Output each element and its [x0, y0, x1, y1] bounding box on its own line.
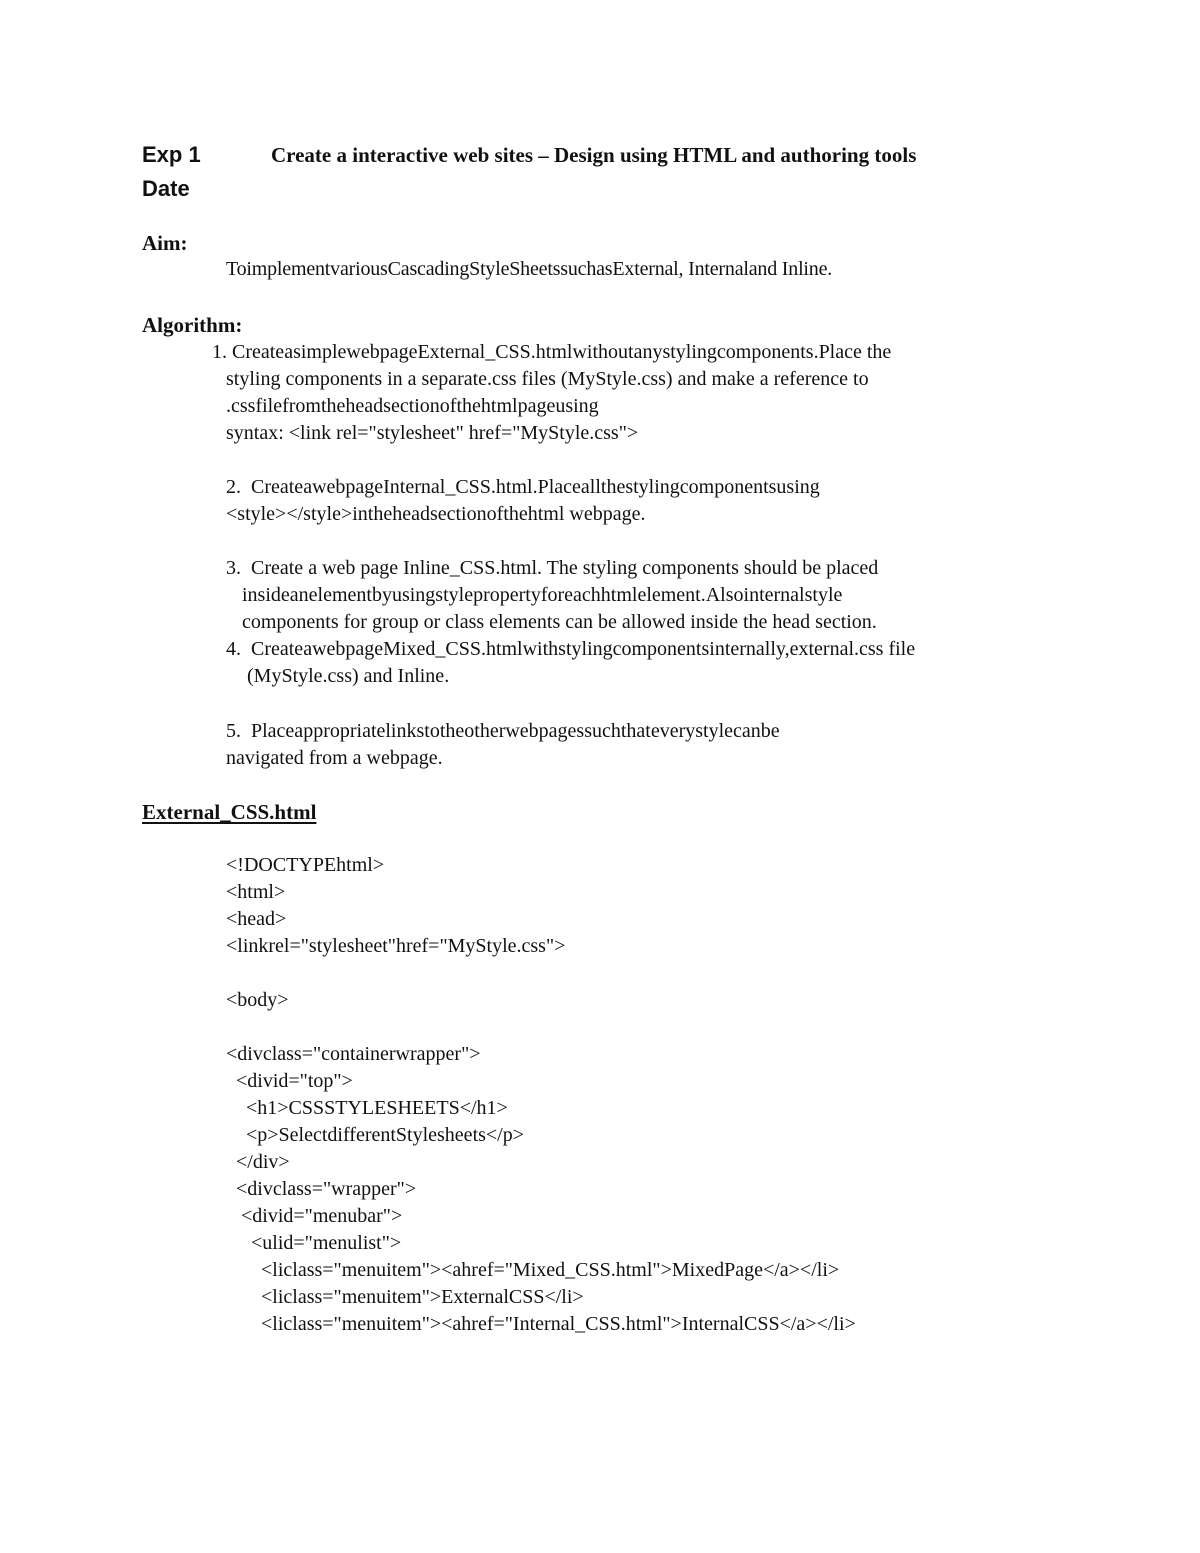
code-line: <liclass="menuitem"><ahref="Internal_CSS.html">InternalCSS</a></li>	[226, 1313, 856, 1335]
algorithm-step-1	[212, 339, 891, 447]
experiment-label: Exp 1	[142, 142, 201, 167]
code-line: <html>	[226, 881, 286, 903]
code-line	[226, 1014, 856, 1041]
step-5-line: navigated from a webpage.	[226, 747, 443, 769]
code-line: <ulid="menulist">	[226, 1232, 402, 1254]
step-1-line: syntax: <link rel="stylesheet" href="MyStyle.css">	[226, 422, 639, 444]
step-5-line: 5. Placeappropriatelinkstotheotherwebpagessuchthateverystylecanbe	[226, 720, 780, 742]
date-label: Date	[142, 176, 190, 201]
code-line: <linkrel="stylesheet"href="MyStyle.css">	[226, 935, 566, 957]
step-2-line: <style></style>intheheadsectionofthehtml webpage.	[226, 503, 646, 525]
aim-text: ToimplementvariousCascadingStyleSheetssuchasExternal, Internaland Inline.	[226, 258, 833, 280]
step-4-line: 4. CreateawebpageMixed_CSS.htmlwithstylingcomponentsinternally,external.css file	[226, 638, 916, 660]
code-line	[226, 960, 856, 987]
code-line: <!DOCTYPEhtml>	[226, 854, 385, 876]
step-2-line: 2. CreateawebpageInternal_CSS.html.Placeallthestylingcomponentsusing	[226, 476, 820, 498]
code-line: <head>	[226, 908, 287, 930]
aim-heading: Aim:	[142, 231, 188, 255]
code-line: <liclass="menuitem">ExternalCSS</li>	[226, 1286, 584, 1308]
step-1-line: 1. CreateasimplewebpageExternal_CSS.htmlwithoutanystylingcomponents.Place the	[212, 341, 892, 363]
code-listing	[226, 852, 856, 1338]
experiment-title: Create a interactive web sites – Design using HTML and authoring tools	[271, 143, 917, 167]
algorithm-heading: Algorithm:	[142, 313, 243, 337]
code-line: <divclass="containerwrapper">	[226, 1043, 481, 1065]
code-line: <divclass="wrapper">	[226, 1178, 417, 1200]
code-line: <liclass="menuitem"><ahref="Mixed_CSS.html">MixedPage</a></li>	[226, 1259, 840, 1281]
step-4-line: (MyStyle.css) and Inline.	[232, 665, 450, 687]
step-3-line: components for group or class elements can be allowed inside the head section.	[232, 611, 877, 633]
code-line: </div>	[226, 1151, 290, 1173]
step-3-line: insideanelementbyusingstylepropertyforeachhtmlelement.Alsointernalstyle	[232, 584, 843, 606]
step-1-line: styling components in a separate.css files (MyStyle.css) and make a reference to	[226, 368, 869, 390]
external-css-heading: External_CSS.html	[142, 800, 317, 824]
code-line: <p>SelectdifferentStylesheets</p>	[226, 1124, 525, 1146]
algorithm-step-3-4	[226, 555, 915, 690]
code-line: <divid="menubar">	[226, 1205, 403, 1227]
code-line: <body>	[226, 989, 289, 1011]
algorithm-step-5	[226, 718, 780, 772]
step-3-line: 3. Create a web page Inline_CSS.html. The styling components should be placed	[226, 557, 879, 579]
step-1-line: .cssfilefromtheheadsectionofthehtmlpageusing	[226, 395, 599, 417]
code-line: <h1>CSSSTYLESHEETS</h1>	[226, 1097, 508, 1119]
code-line: <divid="top">	[226, 1070, 353, 1092]
algorithm-step-2	[226, 474, 820, 528]
